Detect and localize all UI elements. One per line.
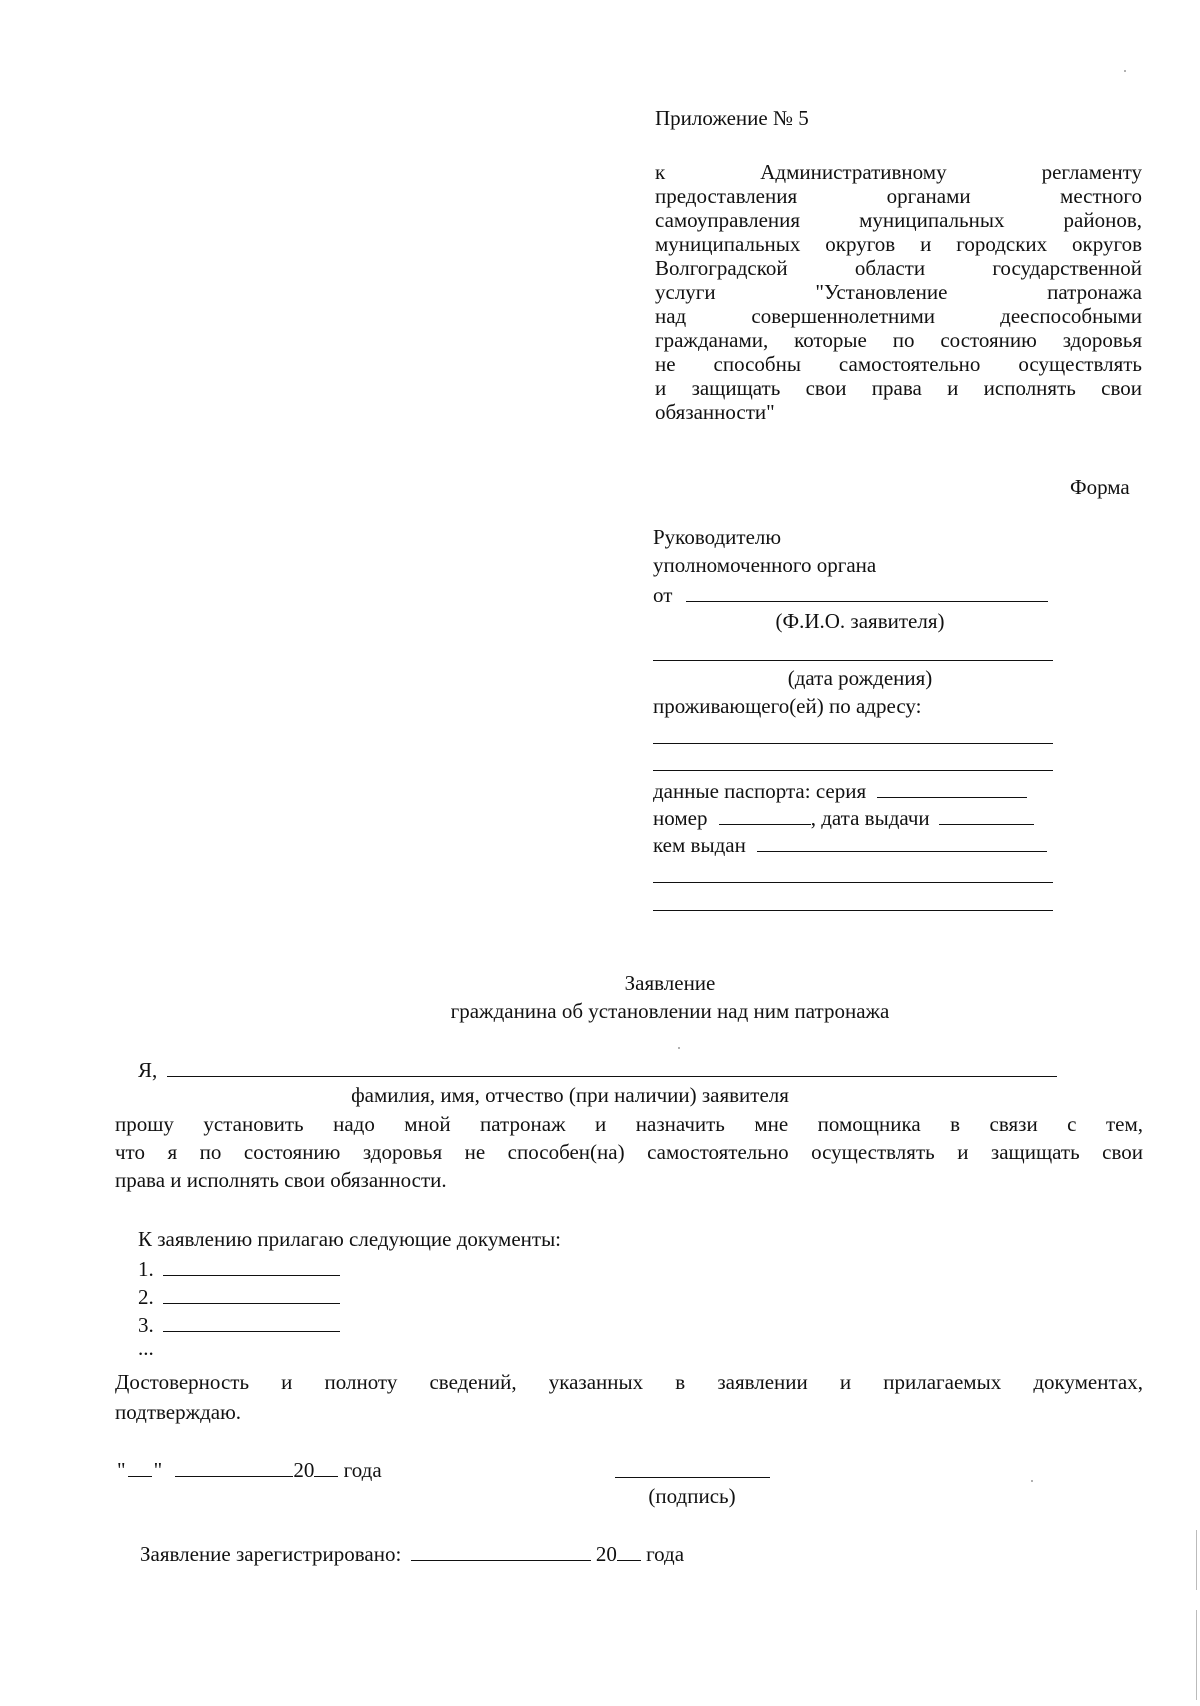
addressee-line1: Руководителю — [653, 525, 782, 549]
date-row — [117, 1456, 382, 1482]
date-year-field[interactable] — [314, 1456, 338, 1477]
scan-speck — [1031, 1480, 1033, 1482]
regulation-line: гражданами, которые по состоянию здоровья — [655, 328, 1142, 352]
fio-caption: (Ф.И.О. заявителя) — [775, 609, 945, 633]
attachment-field[interactable] — [163, 1311, 340, 1332]
confirmation-line-last: подтверждаю. — [115, 1400, 242, 1424]
issued-by-field[interactable] — [757, 831, 1047, 852]
scan-speck — [678, 1047, 680, 1049]
issued-by-field-line3[interactable] — [653, 910, 1053, 911]
name-caption: фамилия, имя, отчество (при наличии) заявителя — [351, 1083, 789, 1107]
applicant-name-row — [138, 1056, 1057, 1082]
passport-series-label: данные паспорта: серия — [653, 779, 867, 803]
regulation-line: над совершеннолетними дееспособными — [655, 304, 1142, 328]
attachment-number: 2. — [138, 1285, 154, 1309]
registered-year-prefix: 20 — [595, 1542, 617, 1566]
passport-number-label: номер — [653, 806, 708, 830]
issued-by-label: кем выдан — [653, 833, 746, 857]
address-field-line1[interactable] — [653, 743, 1053, 744]
address-field-line2[interactable] — [653, 770, 1053, 771]
registration-row — [140, 1540, 684, 1566]
date-quote-close: " — [153, 1458, 163, 1482]
birth-date-caption: (дата рождения) — [787, 666, 933, 690]
regulation-line: к Административному регламенту — [655, 160, 1142, 184]
statement-body-line: что я по состоянию здоровья не способен(на) самостоятельно осуществлять и защищать свои — [115, 1140, 1143, 1164]
attachments-ellipsis: ... — [138, 1336, 154, 1360]
addressee-line2: уполномоченного органа — [653, 553, 877, 577]
confirmation-line: Достоверность и полноту сведений, указанных в заявлении и прилагаемых документах, — [115, 1370, 1143, 1394]
issue-date-label: , дата выдачи — [810, 806, 930, 830]
regulation-line: самоуправления муниципальных районов, — [655, 208, 1142, 232]
passport-series-row — [653, 777, 1027, 803]
passport-series-field[interactable] — [877, 777, 1027, 798]
scan-edge-mark — [1196, 1530, 1197, 1590]
regulation-line: муниципальных округов и городских округов — [655, 232, 1142, 256]
attachments-intro: К заявлению прилагаю следующие документы: — [138, 1227, 562, 1251]
attachment-field[interactable] — [163, 1255, 340, 1276]
regulation-line: предоставления органами местного — [655, 184, 1142, 208]
regulation-line: услуги "Установление патронажа — [655, 280, 1142, 304]
issued-by-field-line2[interactable] — [653, 882, 1053, 883]
statement-body-line: прошу установить надо мной патронаж и назначить мне помощника в связи с тем, — [115, 1112, 1143, 1136]
date-year-prefix: 20 — [293, 1458, 315, 1482]
statement-subtitle: гражданина об установлении над ним патронажа — [450, 999, 890, 1023]
regulation-line-last: обязанности" — [655, 400, 775, 424]
attachment-item — [138, 1255, 340, 1281]
attachment-number: 3. — [138, 1313, 154, 1337]
issued-by-row — [653, 831, 1047, 857]
date-day-field[interactable] — [128, 1456, 152, 1477]
attachment-number: 1. — [138, 1257, 154, 1281]
regulation-line: Волгоградской области государственной — [655, 256, 1142, 280]
passport-number-row — [653, 804, 1034, 830]
form-label: Форма — [1070, 475, 1130, 499]
from-row — [653, 581, 1048, 607]
attachment-item — [138, 1311, 340, 1337]
regulation-line: и защищать свои права и исполнять свои — [655, 376, 1142, 400]
appendix-title: Приложение № 5 — [655, 106, 809, 130]
signature-caption: (подпись) — [648, 1484, 736, 1508]
registered-label: Заявление зарегистрировано: — [140, 1542, 402, 1566]
statement-title: Заявление — [624, 971, 716, 995]
birth-date-field[interactable] — [653, 660, 1053, 661]
applicant-fio-field[interactable] — [686, 581, 1048, 602]
applicant-name-field[interactable] — [167, 1056, 1057, 1077]
registration-date-field[interactable] — [411, 1540, 591, 1561]
regulation-line: не способны самостоятельно осуществлять — [655, 352, 1142, 376]
statement-body-line-last: права и исполнять свои обязанности. — [115, 1168, 447, 1192]
registered-year-field[interactable] — [617, 1540, 641, 1561]
address-label: проживающего(ей) по адресу: — [653, 694, 922, 718]
attachment-item — [138, 1283, 340, 1309]
scan-edge-mark — [1196, 1610, 1197, 1700]
date-suffix: года — [343, 1458, 382, 1482]
date-quote-open: " — [117, 1458, 126, 1482]
attachment-field[interactable] — [163, 1283, 340, 1304]
passport-number-field[interactable] — [719, 804, 811, 825]
i-label: Я, — [138, 1058, 158, 1082]
from-label: от — [653, 583, 673, 607]
date-month-field[interactable] — [175, 1456, 293, 1477]
signature-field[interactable] — [615, 1477, 770, 1478]
registered-suffix: года — [646, 1542, 685, 1566]
scan-speck — [1124, 70, 1126, 72]
issue-date-field[interactable] — [939, 804, 1034, 825]
